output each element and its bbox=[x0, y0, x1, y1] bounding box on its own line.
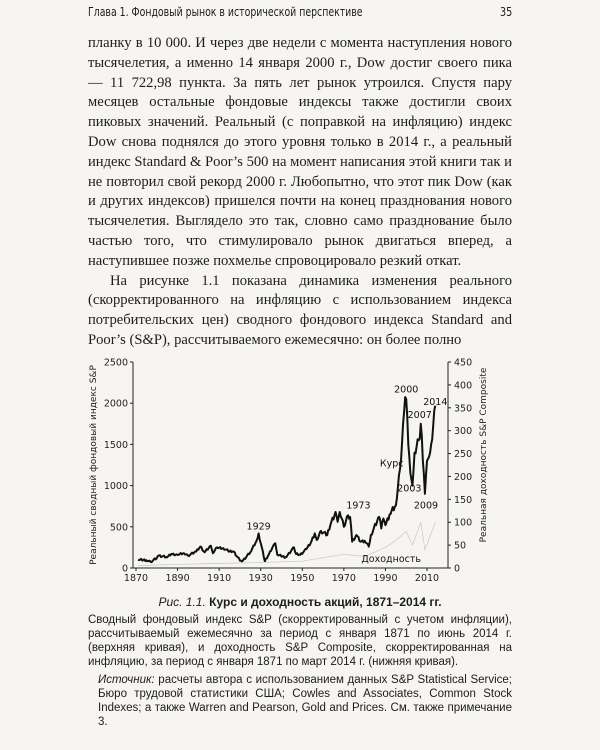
x-tick-label: 1910 bbox=[207, 573, 232, 584]
annotation-label: 2009 bbox=[413, 500, 439, 512]
x-tick-label: 1890 bbox=[165, 573, 190, 584]
y2-tick-label: 200 bbox=[454, 471, 473, 483]
y2-tick-label: 50 bbox=[454, 540, 467, 552]
page-number: 35 bbox=[499, 5, 512, 19]
y2-tick-label: 350 bbox=[454, 403, 473, 415]
running-header: Глава 1. Фондовый рынок в исторической перспективе bbox=[88, 5, 363, 19]
y-tick-label: 1500 bbox=[103, 439, 128, 451]
annotation-label: 1929 bbox=[246, 521, 271, 533]
y-axis-label: Реальный сводный фондовый индекс S&P bbox=[89, 365, 99, 565]
y2-tick-label: 450 bbox=[454, 357, 473, 369]
figure-description: Сводный фондовый индекс S&P (скорректированный с учетом инфляции), рассчитываемый ежемесячно за период с января 1871 по июнь 2014 г. (верхняя кривая), и доходность S&P Composite, скорректированная на инфляцию, за период с января 1871 по март 2014 г. (нижняя кривая). bbox=[88, 614, 512, 668]
y2-tick-label: 300 bbox=[454, 426, 473, 438]
source-text: расчеты автора с использованием данных S&P Statistical Service; Бюро трудовой статистики США; Cowles and Associates, Common Stock Indexes; а также Warren and Pearson, Gold and Prices. См. также примечание 3. bbox=[98, 674, 512, 728]
x-tick-label: 1990 bbox=[373, 573, 398, 584]
y2-axis-label: Реальная доходность S&P Composite bbox=[479, 367, 489, 543]
x-tick-label: 1870 bbox=[123, 573, 149, 584]
annotation-label: 2000 bbox=[394, 384, 419, 396]
y-tick-label: 0 bbox=[121, 563, 128, 575]
y-tick-label: 2000 bbox=[103, 398, 128, 410]
figure-caption bbox=[88, 594, 512, 610]
y-tick-label: 500 bbox=[109, 522, 128, 534]
annotation-label: Курс bbox=[379, 458, 404, 470]
y2-tick-label: 150 bbox=[454, 494, 473, 506]
x-tick-label: 1950 bbox=[290, 573, 315, 584]
y-tick-label: 1000 bbox=[103, 481, 128, 493]
y2-tick-label: 100 bbox=[454, 517, 473, 529]
annotation-label: Доходность bbox=[361, 554, 421, 566]
paragraph: планку в 10 000. И через две недели с момента наступления нового тысячелетия, а именно 14 января 2000 г., Dow достиг своего пика — 11 722,98 пункта. За пять лет рынок утроился. Спустя пару месяцев остальные фондовые индексы также достигли своих пиковых значений. Реальный (с поправкой на инфляцию) индекс Dow снова поднялся до этого уровня только в 2014 г., а реальный индекс Standard & Poor’s 500 на момент написания этой книги так и не повторил свой рекорд 2000 г. Любопытно, что этот пик Dow (как и других индексов) пришелся почти на конец празднования нового тысячелетия. Выглядело это так, словно само празднование было частью того, что стимулировало рынок двигаться вперед, а наступившее позже похмелье спровоцировало резкий откат. bbox=[88, 35, 512, 269]
annotation-label: 2007 bbox=[407, 410, 432, 422]
x-tick-label: 1930 bbox=[248, 573, 273, 584]
figure-text bbox=[88, 594, 512, 729]
price-series-line bbox=[138, 397, 435, 562]
caption-title: Курс и доходность акций, 1871–2014 гг. bbox=[209, 595, 442, 609]
source-label: Источник: bbox=[98, 674, 155, 686]
y2-tick-label: 400 bbox=[454, 380, 473, 392]
paragraph: На рисунке 1.1 показана динамика изменения реального (скорректированного на инфляцию с использованием индекса потребительских цен) сводного фондового индекса Standard and Poor’s (S&P), рассчитываемого ежемесячно: он более полно bbox=[88, 272, 512, 348]
annotation-label: 1973 bbox=[346, 500, 371, 512]
y2-tick-label: 250 bbox=[454, 449, 473, 461]
x-tick-label: 2010 bbox=[414, 573, 440, 584]
figure-source bbox=[88, 673, 512, 729]
annotation-label: 2014 bbox=[423, 396, 448, 408]
caption-prefix: Рис. 1.1. bbox=[158, 595, 206, 609]
y2-tick-label: 0 bbox=[454, 563, 461, 575]
y-tick-label: 2500 bbox=[103, 357, 128, 369]
annotation-label: 2003 bbox=[397, 483, 422, 495]
x-tick-label: 1970 bbox=[331, 573, 356, 584]
